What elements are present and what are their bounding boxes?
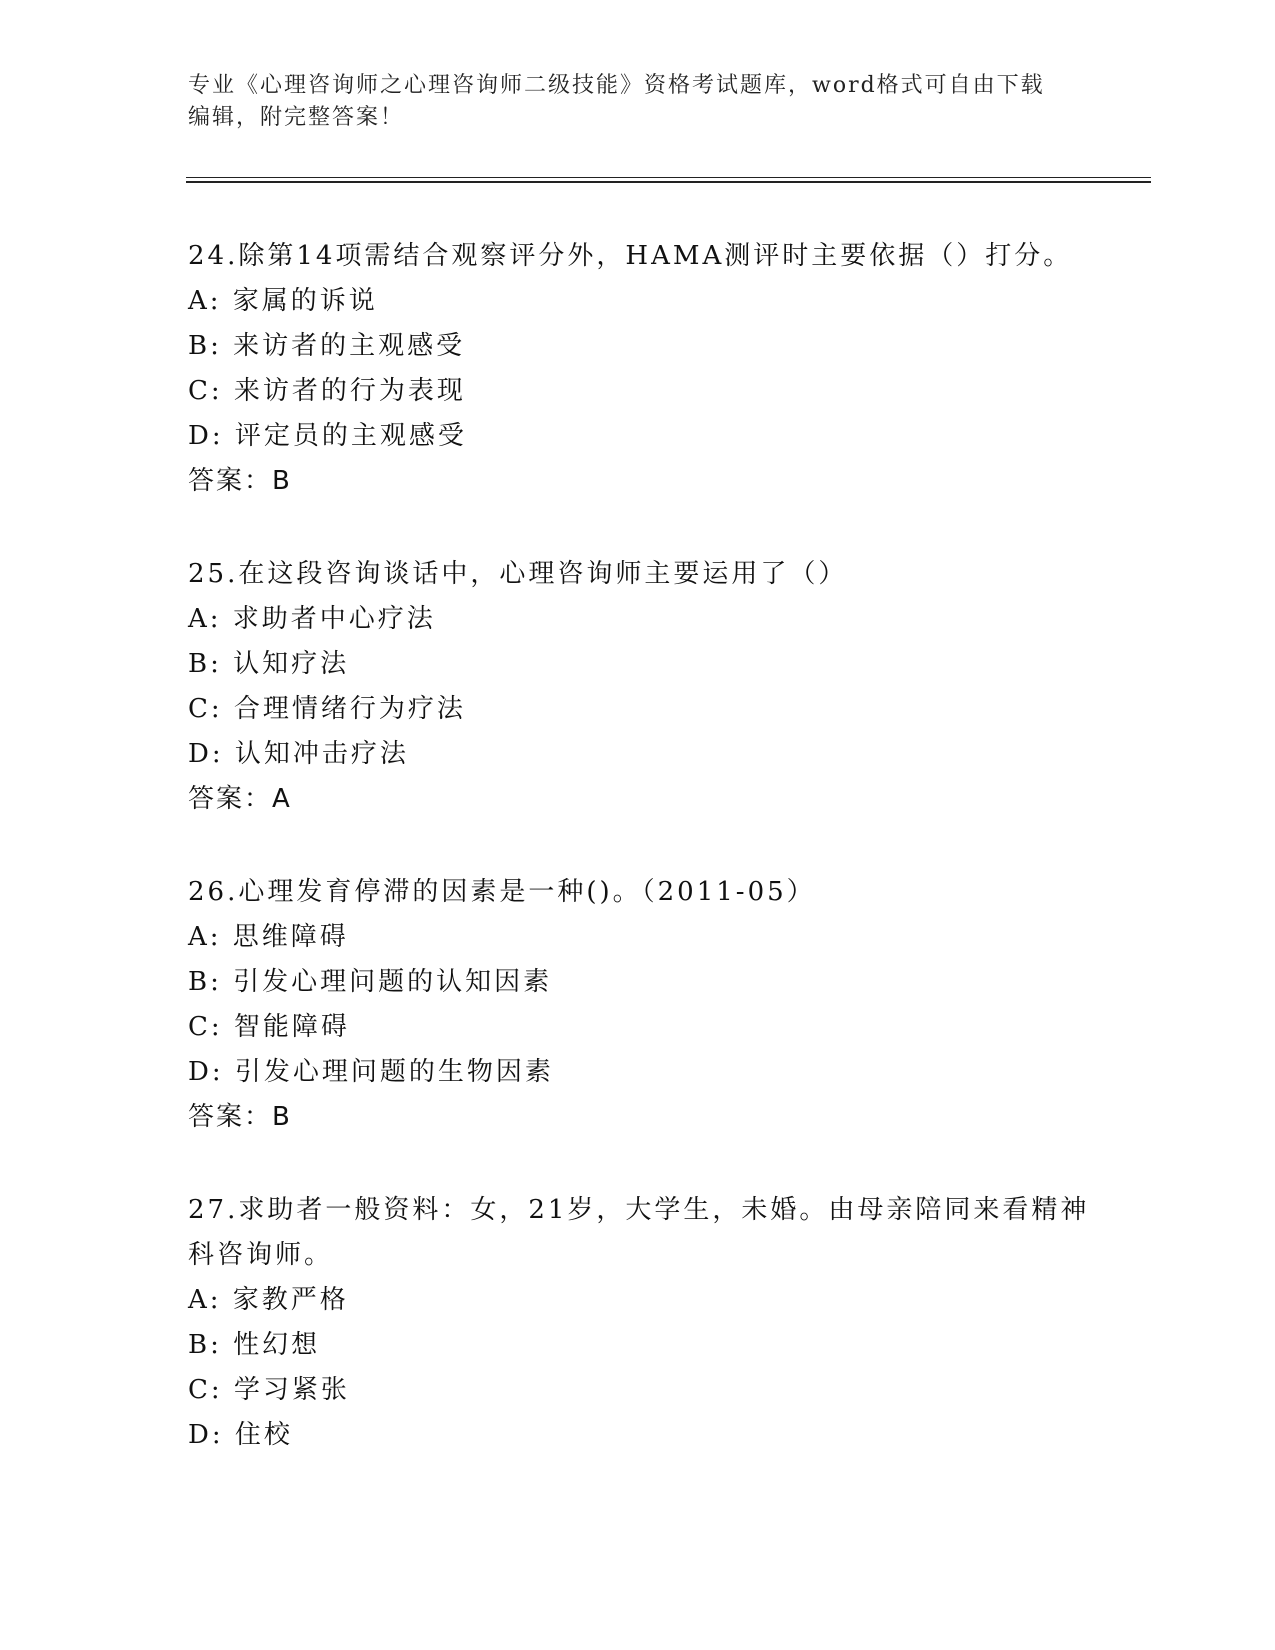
question-stem-line-2: 科咨询师。 <box>188 1240 334 1270</box>
option-c: C: 合理情绪行为疗法 <box>188 694 466 724</box>
option-b: B: 性幻想 <box>188 1330 321 1360</box>
header-line-1: 专业《心理咨询师之心理咨询师二级技能》资格考试题库，word格式可自由下载 <box>188 73 1045 98</box>
document-header <box>188 70 1068 134</box>
question-24 <box>188 234 1088 504</box>
question-stem: 26.心理发育停滞的因素是一种()。（2011-05） <box>188 877 816 907</box>
header-divider-thick <box>186 181 1151 183</box>
question-stem: 24.除第14项需结合观察评分外，HAMA测评时主要依据（）打分。 <box>188 241 1073 271</box>
option-b: B: 来访者的主观感受 <box>188 331 466 361</box>
question-26 <box>188 870 1088 1140</box>
question-27 <box>188 1188 1088 1458</box>
option-a: A: 家属的诉说 <box>188 286 378 316</box>
option-a: A: 思维障碍 <box>188 922 349 952</box>
answer-label: 答案：B <box>188 466 292 496</box>
question-25 <box>188 552 1088 822</box>
option-d: D: 住校 <box>188 1420 293 1450</box>
answer-label: 答案：B <box>188 1102 292 1132</box>
question-stem-line-1: 27.求助者一般资料：女，21岁，大学生，未婚。由母亲陪同来看精神 <box>188 1195 1090 1225</box>
option-d: D: 评定员的主观感受 <box>188 421 467 451</box>
option-b: B: 引发心理问题的认知因素 <box>188 967 553 997</box>
header-line-2: 编辑，附完整答案！ <box>188 105 405 130</box>
answer-label: 答案：A <box>188 784 292 814</box>
question-stem: 25.在这段咨询谈话中，心理咨询师主要运用了（） <box>188 559 848 589</box>
option-c: C: 来访者的行为表现 <box>188 376 466 406</box>
option-c: C: 学习紧张 <box>188 1375 350 1405</box>
header-divider-thin <box>186 177 1151 178</box>
option-a: A: 家教严格 <box>188 1285 349 1315</box>
option-a: A: 求助者中心疗法 <box>188 604 436 634</box>
option-d: D: 认知冲击疗法 <box>188 739 409 769</box>
option-c: C: 智能障碍 <box>188 1012 350 1042</box>
option-b: B: 认知疗法 <box>188 649 350 679</box>
option-d: D: 引发心理问题的生物因素 <box>188 1057 554 1087</box>
